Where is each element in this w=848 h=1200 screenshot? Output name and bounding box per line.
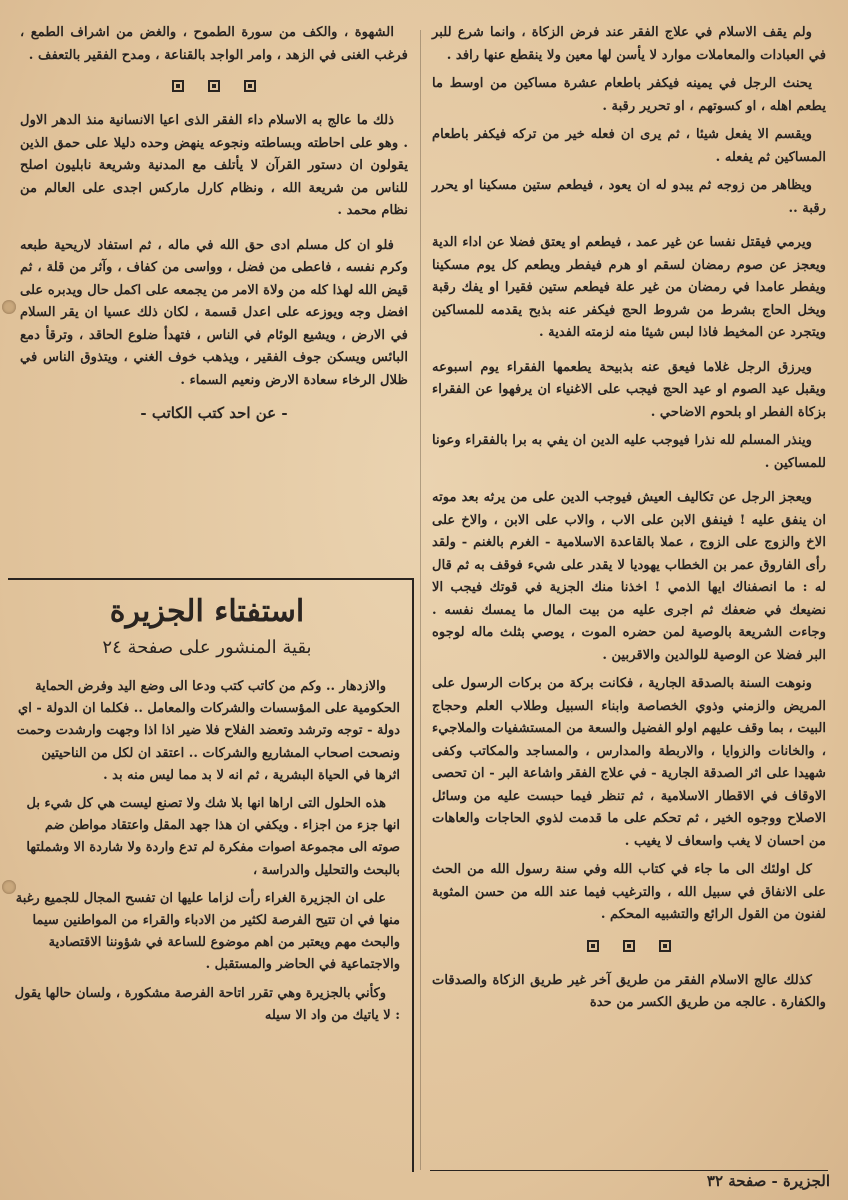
article-paragraph: ويقسم الا يفعل شيئا ، ثم يرى ان فعله خير من تركه فيكفر باطعام المساكين ثم يفعله . (432, 127, 826, 165)
right-column (432, 22, 826, 1021)
footer-rule (430, 1170, 828, 1171)
section-ornament (20, 77, 408, 96)
ornament-square-icon (244, 80, 256, 92)
continuation-note: بقية المنشور على صفحة ٢٤ (102, 637, 312, 658)
left-column (20, 22, 408, 422)
article-signature: - عن احد كتب الكاتب - (140, 404, 288, 422)
ornament-square-icon (659, 940, 671, 952)
article-paragraph: على ان الجزيرة الغراء رأت لزاما عليها ان تفسح المجال للجميع رغبة منها في ان تتيح الفرصة لكثير من الادباء والقراء من المواطنين سيما والبحث مهم ويعتبر من اهم موضوع للساعة في شؤوننا الاقتصادية والاجتماعية في الحاضر والمستقبل . (15, 890, 400, 973)
article-paragraph: الشهوة ، والكف من سورة الطموح ، والغض من اشراف الطمع ، فرغب الغنى في الزهد ، وامر الواجد بالقناعة ، ومدح الفقير بالتعفف . (20, 25, 408, 63)
article-paragraph: ولم يقف الاسلام في علاج الفقر عند فرض الزكاة ، وانما شرع للبر في العبادات والمعاملات موارد لا يأسن لها معين ولا ينقطع عنها رافد . (432, 25, 826, 63)
article-paragraph: والازدهار .. وكم من كاتب كتب ودعا الى وضع اليد وفرض الحماية الحكومية على المؤسسات والشركات والمعامل .. فكلما ان الدولة - اي دولة - توجه وترشد وتعضد الفلاح فلا ضير اذا اذا وجهت وارشدت وحمت ونصحت اصحاب المشاريع والشركات .. اعتقد ان لكل من الناحيتين اثرها في الحياة البشرية ، ثم انه لا بد مما ليس منه بد . (16, 679, 400, 783)
binding-hole (2, 300, 16, 314)
article-paragraph: ذلك ما عالج به الاسلام داء الفقر الذى اعيا الانسانية منذ الدهر الاول . وهو على احاطته وبساطته ونجوعه ينهض وحده دليلا على حمق الذين يقولون ان دستور القرآن لا يأتلف مع المدنية وشريعة نابليون اصلح للناس من شريعة الله ، ونظام كارل ماركس اجدى على العالم من نظام محمد . (20, 113, 408, 218)
article-paragraph: وينذر المسلم لله نذرا فيوجب عليه الدين ان يفي به برا بالفقراء وعونا للمساكين . (432, 433, 826, 471)
article-paragraph: يحنث الرجل في يمينه فيكفر باطعام عشرة مساكين من اوسط ما يطعم اهله ، او كسوتهم ، او تحرير رقبة . (432, 76, 826, 114)
ornament-square-icon (587, 940, 599, 952)
article-headline: استفتاء الجزيرة (109, 594, 305, 629)
article-paragraph: هذه الحلول التى اراها انها بلا شك ولا تصنع ليست هي كل شيء بل انها جزء من اجزاء . ويكفي ان هذا جهد المقل واعتقاد مواطن ضم صوته الى مجموعة اصوات مفكرة لم تدع واردة ولا شاردة الا وشملتها بالبحث والتحليل والدراسة ، (26, 796, 400, 878)
ornament-square-icon (623, 940, 635, 952)
ornament-square-icon (172, 80, 184, 92)
article-paragraph: ونوهت السنة بالصدقة الجارية ، فكانت بركة من بركات الرسول على المريض والزمني وذوي الخصاصة وابناء السبيل وطلاب العلم وحجاج البيت ، بما وقف عليهم اولو الفضيل والسعة من المستشفيات والملاجيء ، والخانات والزوايا ، والاربطة والمدارس ، والمساجد والمكاتب وكفى شهيدا على اثر الصدقة الجارية - في علاج الفقر واشاعة البر - ان تحصى الاوقاف في الاقطار الاسلامية ، ثم تنظر فيما حبست عليه من وسائل الاصلاح ووجوه الخير ، ثم تحكم على ما قدمت لذوي الحاجات والعاهات من احسان لا يغب واسعاف لا يغيب . (432, 676, 826, 849)
continued-article-box (8, 578, 414, 1172)
article-paragraph: فلو ان كل مسلم ادى حق الله في ماله ، ثم استفاد لاريحية طبعه وكرم نفسه ، فاعطى من فضل ، وواسى من كفاف ، وآثر من قلة ، ثم قيض الله لهذا كله من ولاة الامر من يجمعه على اكمل حال ويدبره على افضل وجه ويوزعه على اعدل قسمة ، لكان ذلك عسيا ان يقر السلام في الارض ، ويشيع الوئام في الناس ، فتهدأ ضلوع الحاقد ، وترقأ دمع البائس ويسكن جوف الفقير ، ويذهب خوف الغني ، ويتذوق الناس في ظلال الرخاء سعادة الارض ونعيم السماء . (20, 237, 408, 388)
closing-paragraph: كذلك عالج الاسلام الفقر من طريق آخر غير طريق الزكاة والصدقات والكفارة . عالجه من طريق الكسر من حدة (432, 972, 826, 1010)
article-paragraph: ويعجز الرجل عن تكاليف العيش فيوجب الدين على من يرثه بعد موته ان ينفق عليه ! فينفق الابن على الاب ، والاب على الابن ، والاخ على الاخ والزوج على الزوج ، عملا بالقاعدة الاسلامية - الغرم بالغنم - ولقد رأى الفاروق عمر بن الخطاب يهوديا لا يقدر على شيء فوقف به ثم قال له : ما انصفناك ايها الذمي ! اخذنا منك الجزية في قوتك فيجب الا نضيعك في ضعفك ثم اجرى عليه من بيت المال ما يمسك نفسه . وجاءت الشريعة بالوصية لمن حضره الموت ، يوصي بثلث ماله لوجوه البر فضلا عن الوصية للوالدين والاقربين . (432, 490, 826, 663)
page-footer: الجزيرة - صفحة ٣٢ (706, 1172, 830, 1190)
article-paragraph: وكأني بالجزيرة وهي تقرر اتاحة الفرصة مشكورة ، ولسان حالها يقول : لا ياتيك من واد الا سيله (14, 985, 400, 1023)
section-ornament (432, 937, 826, 956)
ornament-square-icon (208, 80, 220, 92)
article-paragraph: كل اولئك الى ما جاء في كتاب الله وفي سنة رسول الله من الحث على الانفاق في سبيل الله ، والترغيب فيما عند الله من حسن المثوبة لفنون من القول الرائع والتشبيه المحكم . (432, 862, 826, 922)
continued-article-content (14, 580, 400, 1033)
article-paragraph: ويظاهر من زوجه ثم يبدو له ان يعود ، فيطعم ستين مسكينا او يحرر رقبة .. (432, 178, 826, 216)
column-divider (420, 30, 421, 1170)
article-paragraph: ويرمي فيقتل نفسا عن غير عمد ، فيطعم او يعتق فضلا عن اداء الدية ويعجز عن صوم رمضان لسقم او هرم فيفطر ويطعم كل يوم مسكينا ويفطر عامدا في رمضان من غير علة فيطعم ستين فقيرا او يفك رقبة ويخل الحاج بشرط من شروط الحج فيكفر عنه بذبح يقدمه للمساكين ويتجرد عن المخيط فاذا لبس شيئا منه لزمته الفدية . (432, 235, 826, 340)
article-paragraph: ويرزق الرجل غلاما فيعق عنه بذبيحة يطعمها الفقراء يوم اسبوعه ويقبل عيد الصوم او عيد الحج فيجب على الاغنياء ان يرفهوا عن الفقراء بزكاة الفطر او بلحوم الاضاحي . (432, 359, 826, 420)
